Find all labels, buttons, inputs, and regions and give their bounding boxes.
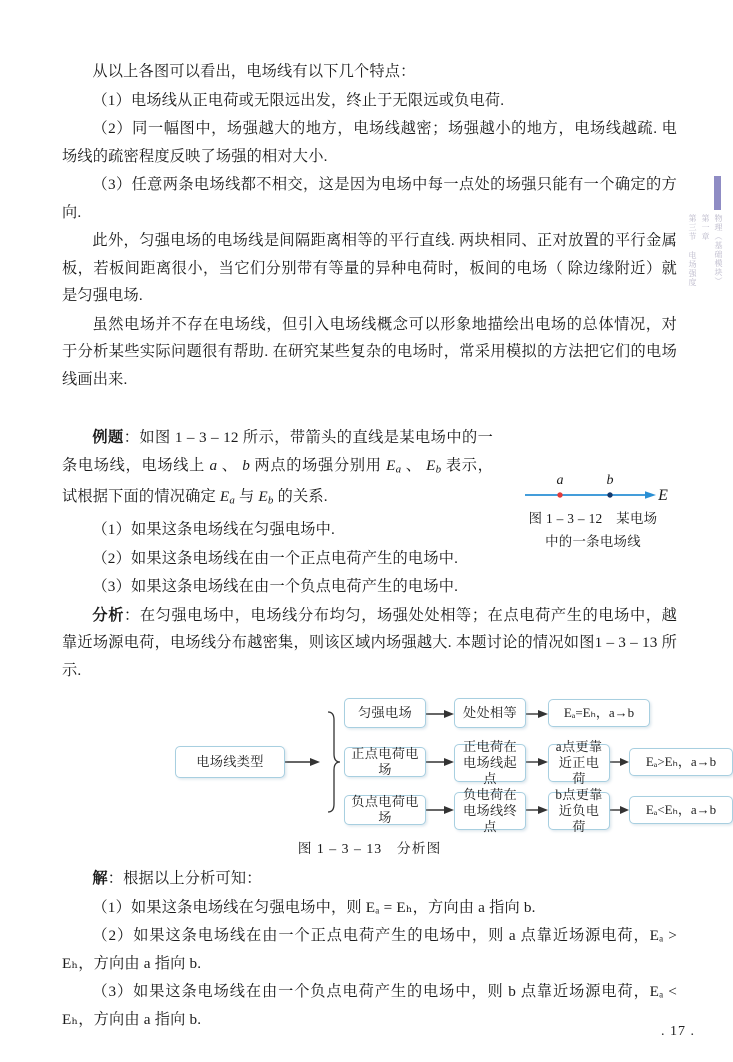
figure-caption-line-1: 图 1 – 3 – 12 某电场 xyxy=(528,511,658,526)
solution-intro xyxy=(62,865,677,893)
intro-paragraph: 从以上各图可以看出，电场线有以下几个特点： xyxy=(92,63,416,80)
solution-label: 解 xyxy=(92,870,108,888)
example-sym-Ea-2: E xyxy=(219,488,230,506)
example-label: 例题 xyxy=(92,429,124,446)
figure-caption-line-2: 中的一条电场线 xyxy=(545,534,641,549)
flowchart-reason-box-2: 正电荷在电场线起点 xyxy=(454,744,526,782)
example-sub-b-2: b xyxy=(267,494,274,507)
page-number: . 17 . xyxy=(661,1024,695,1039)
flowchart-type-box-1: 匀强电场 xyxy=(344,698,426,728)
example-stem-1: ：如图 1 – 3 – 12 所示，带箭头的直线是某电场中的一条电场线，电场线上 xyxy=(62,429,493,474)
flowchart-result-box-3: Eₐ<Eₕ，a→b xyxy=(629,796,733,824)
flowchart-caption: 图 1 – 3 – 13 分析图 xyxy=(297,841,442,857)
figure-1-3-12 xyxy=(509,472,677,552)
solution-spacer xyxy=(62,857,677,865)
example-stem-5: 与 xyxy=(235,488,259,506)
flowchart-root-box: 电场线类型 xyxy=(175,746,285,778)
uniform-field-paragraph: 此外，匀强电场的电场线是间隔距离相等的平行直线. 两块相同、正对放置的平行金属板，若板间距离很小，当它们分别带有等量的异种电荷时，板间的电场（ 除边缘附近）就是匀强电场. xyxy=(62,232,677,304)
flowchart-1-3-13 xyxy=(62,694,717,835)
analysis-text: ：在匀强电场中，电场线分布均匀，场强处处相等；在点电荷产生的电场中，越靠近场源电荷，电场线分布越密集，则该区域内场强越大. 本题讨论的情况如图1 – 3 – 13 所示. xyxy=(62,606,677,679)
point-a-marker xyxy=(557,492,562,497)
example-condition-1: （1）如果这条电场线在匀强电场中. xyxy=(92,521,335,539)
flowchart-result-box-1: Eₐ=Eₕ，a→b xyxy=(548,699,650,727)
flowchart-reason-box-3: 负电荷在电场线终点 xyxy=(454,792,526,830)
section-spacer xyxy=(62,394,677,424)
example-sym-Eb: E xyxy=(426,456,436,474)
margin-note-line-1: 物理（基础模块） xyxy=(714,214,723,286)
example-sym-Eb-2: E xyxy=(258,488,268,506)
point-a-label: a xyxy=(556,473,564,488)
margin-note-line-3: 第三节 电场强度 xyxy=(688,214,697,287)
analysis-paragraph xyxy=(62,602,677,685)
example-stem-sep: 、 xyxy=(217,456,243,474)
field-arrowhead xyxy=(645,491,656,499)
example-sub-a: a xyxy=(395,462,402,475)
feature-item-3: （3）任意两条电场线都不相交，这是因为电场中每一点处的场强只能有一个确定的方向. xyxy=(62,176,677,221)
example-condition-2: （2）如果这条电场线在由一个正点电荷产生的电场中. xyxy=(92,549,459,567)
example-stem-4: 表示，试根据下面的情况确定 xyxy=(62,456,493,506)
field-strength-label: E xyxy=(658,487,668,504)
solution-intro-text: ：根据以上分析可知： xyxy=(107,870,262,888)
model-method-paragraph: 虽然电场并不存在电场线，但引入电场线概念可以形象地描绘出电场的总体情况，对于分析某些实际问题很有帮助. 在研究某些复杂的电场时，常采用模拟的方法把它们的电场线画出来. xyxy=(62,315,677,388)
example-var-a: a xyxy=(209,456,218,474)
example-sym-Ea: E xyxy=(386,456,396,474)
margin-running-note xyxy=(688,214,725,296)
point-b-label: b xyxy=(606,473,614,488)
example-var-b: b xyxy=(242,456,250,474)
flowchart-middle-box-3: b点更靠近负电荷 xyxy=(548,792,610,830)
flowchart-type-box-2: 正点电荷电场 xyxy=(344,747,426,777)
example-stem-3: 、 xyxy=(401,456,427,474)
solution-item-2: （2）如果这条电场线在由一个正点电荷产生的电场中，则 a 点靠近场源电荷，Eₐ > Eₕ，方向由 a 指向 b. xyxy=(62,927,677,972)
analysis-label: 分析 xyxy=(92,606,125,624)
example-sub-a-2: a xyxy=(229,494,236,507)
feature-item-2: （2）同一幅图中，场强越大的地方，电场线越密；场强越小的地方，电场线越疏. 电场线的疏密程度反映了场强的相对大小. xyxy=(62,120,677,165)
flowchart-result-box-2: Eₐ>Eₕ，a→b xyxy=(629,748,733,776)
flowchart-reason-box-1: 处处相等 xyxy=(454,698,526,728)
example-stem-2: 两点的场强分别用 xyxy=(250,456,387,474)
feature-item-1: （1）电场线从正电荷或无限远出发，终止于无限远或负电荷. xyxy=(92,91,505,109)
solution-item-1: （1）如果这条电场线在匀强电场中，则 Eₐ = Eₕ，方向由 a 指向 b. xyxy=(92,898,536,916)
example-condition-3: （3）如果这条电场线在由一个负点电荷产生的电场中. xyxy=(92,578,459,596)
solution-item-3: （3）如果这条电场线在由一个负点电荷产生的电场中，则 b 点靠近场源电荷，Eₐ < Eₕ，方向由 a 指向 b. xyxy=(62,983,677,1028)
margin-note-line-2: 第一章 xyxy=(701,214,710,241)
example-sub-b: b xyxy=(435,462,442,475)
flowchart-middle-box-2: a点更靠近正电荷 xyxy=(548,744,610,782)
field-line-diagram xyxy=(513,472,673,506)
flowchart-type-box-3: 负点电荷电场 xyxy=(344,795,426,825)
point-b-marker xyxy=(607,492,612,497)
example-stem-6: 的关系. xyxy=(273,488,328,506)
margin-accent-bar xyxy=(714,176,721,210)
